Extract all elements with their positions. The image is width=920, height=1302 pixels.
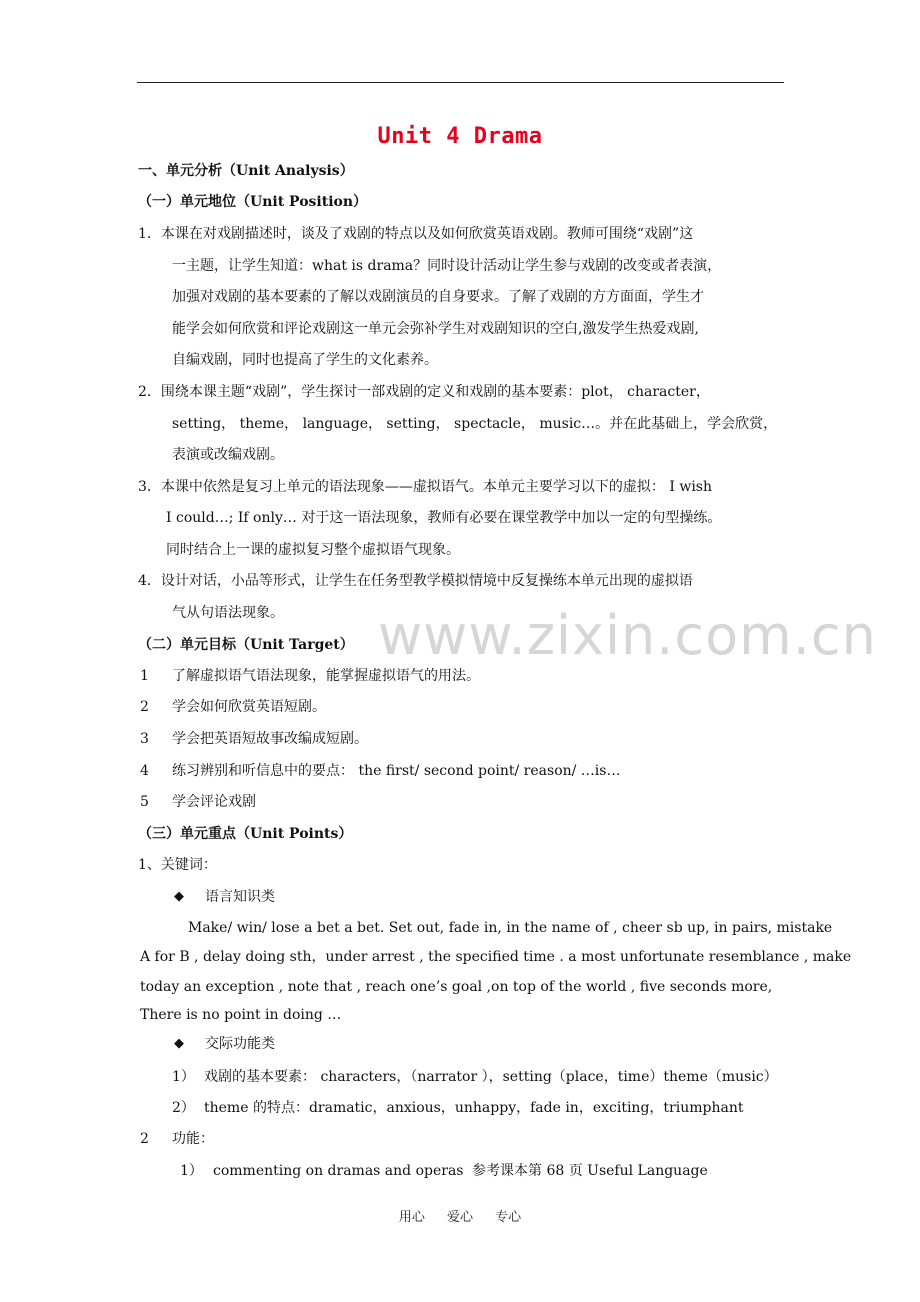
- target-text: 了解虚拟语气语法现象，能掌握虚拟语气的用法。: [172, 668, 480, 684]
- paragraph-line: 3．本课中依然是复习上单元的语法现象——虚拟语气。本单元主要学习以下的虚拟： I wish: [138, 479, 712, 495]
- comm-item-number: 1）: [172, 1069, 195, 1085]
- target-number: 5: [140, 794, 149, 810]
- target-text: 学会评论戏剧: [172, 794, 256, 810]
- paragraph-line: setting， theme， language， setting， spectacle， music…。并在此基础上，学会欣赏，: [172, 416, 778, 432]
- document-title: Unit 4 Drama: [377, 124, 543, 149]
- target-text: 学会如何欣赏英语短剧。: [172, 699, 326, 715]
- function-item-reference: 参考课本第 68 页 Useful Language: [472, 1163, 708, 1179]
- target-text: 练习辨别和听信息中的要点： the first/ second point/ reason/ …is…: [172, 763, 621, 779]
- paragraph-line: 1．本课在对戏剧描述时，谈及了戏剧的特点以及如何欣赏英语戏剧。教师可围绕“戏剧”这: [138, 226, 694, 242]
- keywords-label: 1、关键词：: [138, 857, 217, 873]
- target-number: 1: [140, 668, 149, 684]
- keyword-line: today an exception , note that , reach one’s goal ,on top of the world , five seconds more,: [140, 979, 773, 995]
- function-item-number: 1）: [180, 1163, 203, 1179]
- keyword-line: A for B , delay doing sth，under arrest , the specified time . a most unfortunate resemblance , make: [140, 949, 852, 965]
- paragraph-line: 自编戏剧，同时也提高了学生的文化素养。: [172, 352, 438, 368]
- language-knowledge-label: 语言知识类: [205, 889, 275, 905]
- watermark: www.zixin.com.cn: [378, 604, 877, 667]
- paragraph-line: 能学会如何欣赏和评论戏剧这一单元会弥补学生对戏剧知识的空白,激发学生热爱戏剧,: [172, 321, 699, 337]
- target-number: 4: [140, 763, 149, 779]
- section-heading-analysis: 一、单元分析（Unit Analysis）: [138, 163, 354, 179]
- target-number: 3: [140, 731, 149, 747]
- paragraph-line: 表演或改编戏剧。: [172, 447, 284, 463]
- paragraph-line: 气从句语法现象。: [172, 605, 284, 621]
- function-number: 2: [140, 1131, 149, 1147]
- function-item-text: commenting on dramas and operas: [213, 1163, 464, 1179]
- paragraph-line: I could…; If only… 对于这一语法现象，教师有必要在课堂教学中加以一定的句型操练。: [166, 510, 722, 526]
- comm-item-text: theme 的特点：dramatic，anxious，unhappy，fade in，exciting，triumphant: [204, 1100, 744, 1116]
- target-number: 2: [140, 699, 149, 715]
- function-label: 功能：: [172, 1131, 214, 1147]
- subheading-target: （二）单元目标（Unit Target）: [138, 637, 354, 653]
- footer-word: 专心: [495, 1210, 522, 1225]
- diamond-bullet-icon: ◆: [174, 889, 184, 904]
- paragraph-line: 一主题，让学生知道：what is drama？同时设计活动让学生参与戏剧的改变或者表演，: [172, 258, 722, 274]
- keyword-line: Make/ win/ lose a bet a bet. Set out, fade in, in the name of , cheer sb up, in pairs, mistake: [188, 920, 833, 936]
- keyword-line: There is no point in doing …: [140, 1007, 342, 1023]
- paragraph-line: 4．设计对话，小品等形式，让学生在任务型教学模拟情境中反复操练本单元出现的虚拟语: [138, 573, 693, 589]
- comm-item-number: 2）: [172, 1100, 195, 1116]
- paragraph-line: 2．围绕本课主题“戏剧”，学生探讨一部戏剧的定义和戏剧的基本要素：plot， character，: [138, 384, 710, 400]
- subheading-position: （一）单元地位（Unit Position）: [138, 194, 368, 210]
- target-text: 学会把英语短故事改编成短剧。: [172, 731, 368, 747]
- subheading-points: （三）单元重点（Unit Points）: [138, 826, 353, 842]
- page-footer: [0, 1206, 920, 1225]
- communication-function-label: 交际功能类: [205, 1036, 275, 1052]
- paragraph-line: 同时结合上一课的虚拟复习整个虚拟语气现象。: [166, 542, 460, 558]
- paragraph-line: 加强对戏剧的基本要素的了解以戏剧演员的自身要求。了解了戏剧的方方面面，学生才: [172, 289, 704, 305]
- footer-word: 爱心: [446, 1210, 473, 1225]
- comm-item-text: 戏剧的基本要素： characters，（narrator ），setting（place，time）theme（music）: [204, 1069, 778, 1085]
- footer-word: 用心: [398, 1210, 425, 1225]
- diamond-bullet-icon: ◆: [174, 1036, 184, 1051]
- header-rule: [137, 82, 784, 83]
